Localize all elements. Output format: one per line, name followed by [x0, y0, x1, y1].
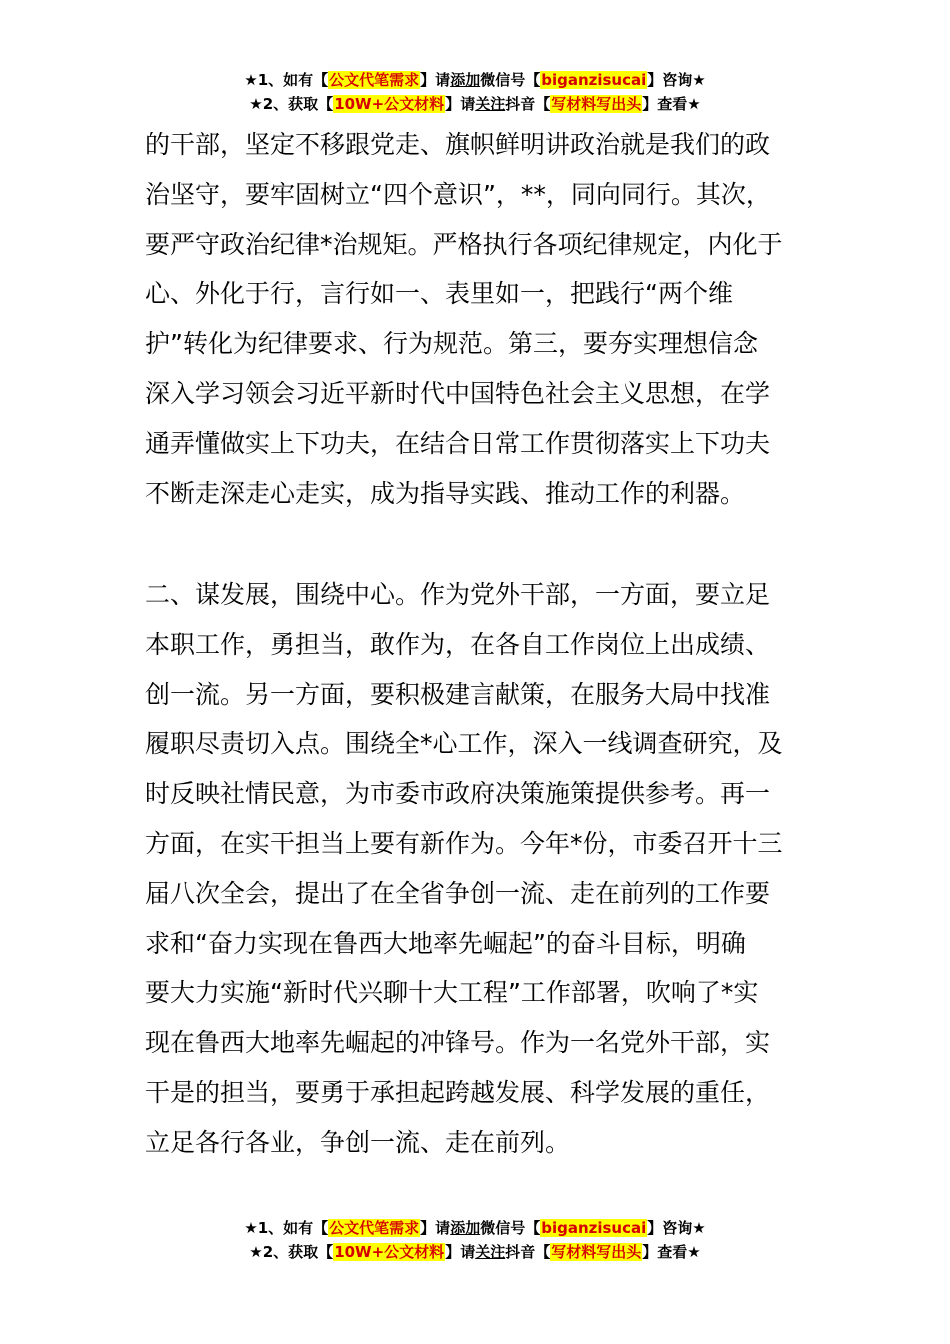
text-line: 现在鲁西大地率先崛起的冲锋号。作为一名党外干部，实	[145, 1028, 771, 1058]
highlight-service: 公文代笔需求	[329, 71, 420, 89]
banner-text: 抖音【	[505, 95, 551, 113]
text-line: 本职工作，勇担当，敢作为，在各自工作岗位上出成绩、	[145, 629, 771, 659]
text-line: 立足各行各业，争创一流、走在前列。	[145, 1127, 571, 1157]
text-line: 治坚守，要牢固树立“四个意识”，**，同向同行。其次，	[145, 179, 771, 209]
banner-text: 】咨询★	[647, 1219, 706, 1237]
banner-text: 】查看★	[642, 95, 701, 113]
footer-banner	[0, 1216, 950, 1264]
text-line: 届八次全会，提出了在全省争创一流、走在前列的工作要	[145, 878, 771, 908]
banner-text: 】咨询★	[647, 71, 706, 89]
text-line: 要严守政治纪律*治规矩。严格执行各项纪律规定，内化于	[145, 229, 783, 259]
highlight-douyin-account: 写材料写出头	[551, 95, 642, 113]
paragraph-2	[145, 570, 835, 1168]
text-line: 的干部，坚定不移跟党走、旗帜鲜明讲政治就是我们的政	[145, 130, 771, 159]
text-line: 通弄懂做实上下功夫，在结合日常工作贯彻落实上下功夫	[145, 428, 771, 458]
text-line: 求和“奋力实现在鲁西大地率先崛起”的奋斗目标，明确	[145, 928, 746, 958]
highlight-wechat-id: biganzisucai	[541, 1219, 647, 1237]
text-line: 不断走深走心走实，成为指导实践、推动工作的利器。	[145, 478, 746, 508]
banner-text: ★2、获取【	[249, 95, 334, 113]
banner-text: ★2、获取【	[249, 1243, 334, 1261]
banner-line-1	[0, 68, 950, 92]
banner-text: 微信号【	[480, 71, 541, 89]
text-line: 心、外化于行，言行如一、表里如一，把践行“两个维	[145, 279, 733, 309]
banner-text: ★1、如有【	[244, 1219, 329, 1237]
text-line: 干是的担当，要勇于承担起跨越发展、科学发展的重任，	[145, 1077, 771, 1107]
banner-line-2	[0, 1240, 950, 1264]
text-line: 创一流。另一方面，要积极建言献策，在服务大局中找准	[145, 679, 771, 709]
banner-underlined-text: 关注	[475, 1243, 506, 1261]
paragraph-1	[145, 120, 835, 518]
banner-text: 抖音【	[505, 1243, 551, 1261]
banner-underlined-text: 添加	[450, 1219, 481, 1237]
banner-underlined-text: 关注	[475, 95, 506, 113]
text-line: 护”转化为纪律要求、行为规范。第三，要夯实理想信念	[145, 329, 758, 359]
highlight-wechat-id: biganzisucai	[541, 71, 647, 89]
banner-underlined-text: 添加	[450, 71, 481, 89]
highlight-materials: 10W+公文材料	[334, 1243, 445, 1261]
highlight-materials: 10W+公文材料	[334, 95, 445, 113]
banner-text: 】请	[420, 71, 451, 89]
banner-line-2	[0, 92, 950, 116]
banner-text: 】请	[445, 1243, 476, 1261]
highlight-douyin-account: 写材料写出头	[551, 1243, 642, 1261]
banner-text: 】查看★	[642, 1243, 701, 1261]
text-line: 履职尽责切入点。围绕全*心工作，深入一线调查研究，及	[145, 729, 783, 759]
text-line: 方面，在实干担当上要有新作为。今年*份，市委召开十三	[145, 828, 783, 858]
text-line: 时反映社情民意，为市委市政府决策施策提供参考。再一	[145, 779, 771, 809]
text-line: 要大力实施“新时代兴聊十大工程”工作部署，吹响了*实	[145, 978, 759, 1008]
highlight-service: 公文代笔需求	[329, 1219, 420, 1237]
header-banner	[0, 68, 950, 116]
banner-text: 】请	[445, 95, 476, 113]
banner-text: 】请	[420, 1219, 451, 1237]
banner-text: 微信号【	[480, 1219, 541, 1237]
text-line: 二、谋发展，围绕中心。作为党外干部，一方面，要立足	[145, 580, 771, 609]
text-line: 深入学习领会习近平新时代中国特色社会主义思想，在学	[145, 378, 771, 408]
banner-text: ★1、如有【	[244, 71, 329, 89]
banner-line-1	[0, 1216, 950, 1240]
